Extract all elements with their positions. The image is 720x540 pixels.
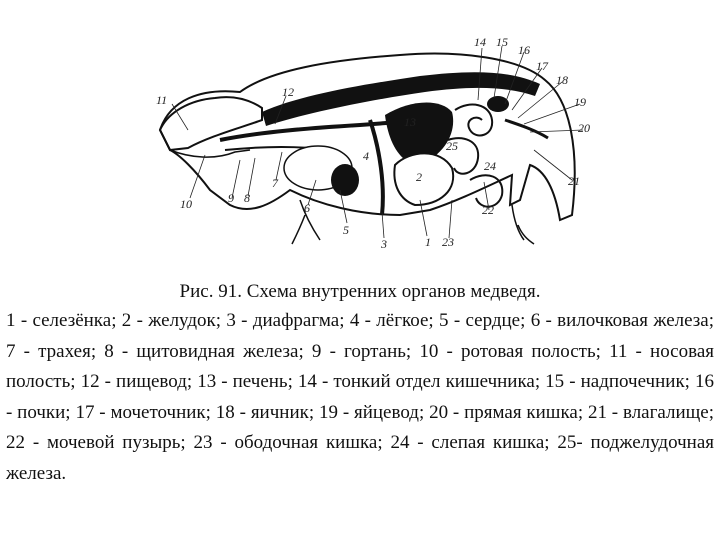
legend-item: 1 - селезёнка; [6, 310, 122, 331]
hindleg-outline [512, 205, 534, 244]
legend-item: 22 - мочевой пузырь; [6, 432, 194, 453]
label-16: 16 [518, 43, 530, 57]
diaphragm-line [370, 120, 383, 215]
legend-item: 9 - гортань; [311, 340, 420, 362]
legend-item: 25- поджелудочная железа. [6, 432, 714, 484]
head-outline [160, 97, 262, 150]
legend-item: 18 - яичник; [215, 401, 319, 423]
legend-item: 6 - вилочковая железа; [530, 310, 714, 331]
label-2: 2 [416, 170, 422, 184]
label-17: 17 [536, 59, 548, 73]
label-14: 14 [474, 35, 486, 49]
heart-shape [331, 164, 359, 196]
legend-item: 11 - носовая полость; [6, 340, 715, 392]
label-12: 12 [282, 85, 294, 99]
legend-item: 24 - слепая кишка; [390, 432, 558, 453]
diagram-svg [0, 0, 720, 268]
legend-item: 14 - тонкий отдел кишечника; [297, 371, 546, 392]
label-15: 15 [496, 35, 508, 49]
legend-item: 19 - яйцевод; [318, 401, 430, 423]
mouth-outline [170, 150, 250, 157]
label-3: 3 [381, 237, 387, 251]
label-13: 13 [404, 115, 416, 129]
legend-item: 21 - влагалище; [587, 401, 714, 423]
legend-item: 2 - желудок; [121, 310, 227, 331]
legend-item: 20 - прямая кишка; [429, 401, 588, 423]
legend-item: 23 - ободочная кишка; [193, 432, 391, 453]
legend-item: 4 - лёгкое; [349, 310, 440, 331]
label-6: 6 [304, 201, 310, 215]
stomach-shape [394, 153, 453, 205]
label-10: 10 [180, 197, 192, 211]
legend-item: 13 - печень; [197, 371, 298, 392]
label-5: 5 [343, 223, 349, 237]
figure-legend [6, 306, 714, 489]
legend-item: 3 - диафрагма; [226, 310, 350, 331]
legend-item: 15 - надпочечник; [545, 371, 695, 392]
legend-item: 5 - сердце; [439, 310, 531, 331]
label-7: 7 [272, 176, 278, 190]
bear-organs-diagram [0, 0, 720, 268]
label-4: 4 [363, 149, 369, 163]
label-18: 18 [556, 73, 568, 87]
legend-item: 10 - ротовая полость; [419, 340, 610, 362]
legend-item: 7 - трахея; [6, 340, 105, 362]
label-8: 8 [244, 191, 250, 205]
legend-item: 12 - пищевод; [80, 371, 198, 392]
label-24: 24 [484, 159, 496, 173]
label-21: 21 [568, 174, 580, 188]
label-22: 22 [482, 203, 494, 217]
figure-caption: Рис. 91. Схема внутренних органов медведя. [179, 281, 541, 302]
label-20: 20 [578, 121, 590, 135]
label-23: 23 [442, 235, 454, 249]
label-19: 19 [574, 95, 586, 109]
label-25: 25 [446, 139, 458, 153]
label-9: 9 [228, 191, 234, 205]
label-1: 1 [425, 235, 431, 249]
legend-item: 17 - мочеточник; [75, 401, 216, 423]
kidney-shape [487, 96, 509, 112]
legend-item: 8 - щитовидная железа; [104, 340, 312, 362]
legend-item: 16 - почки; [6, 371, 714, 423]
label-11: 11 [156, 93, 168, 107]
